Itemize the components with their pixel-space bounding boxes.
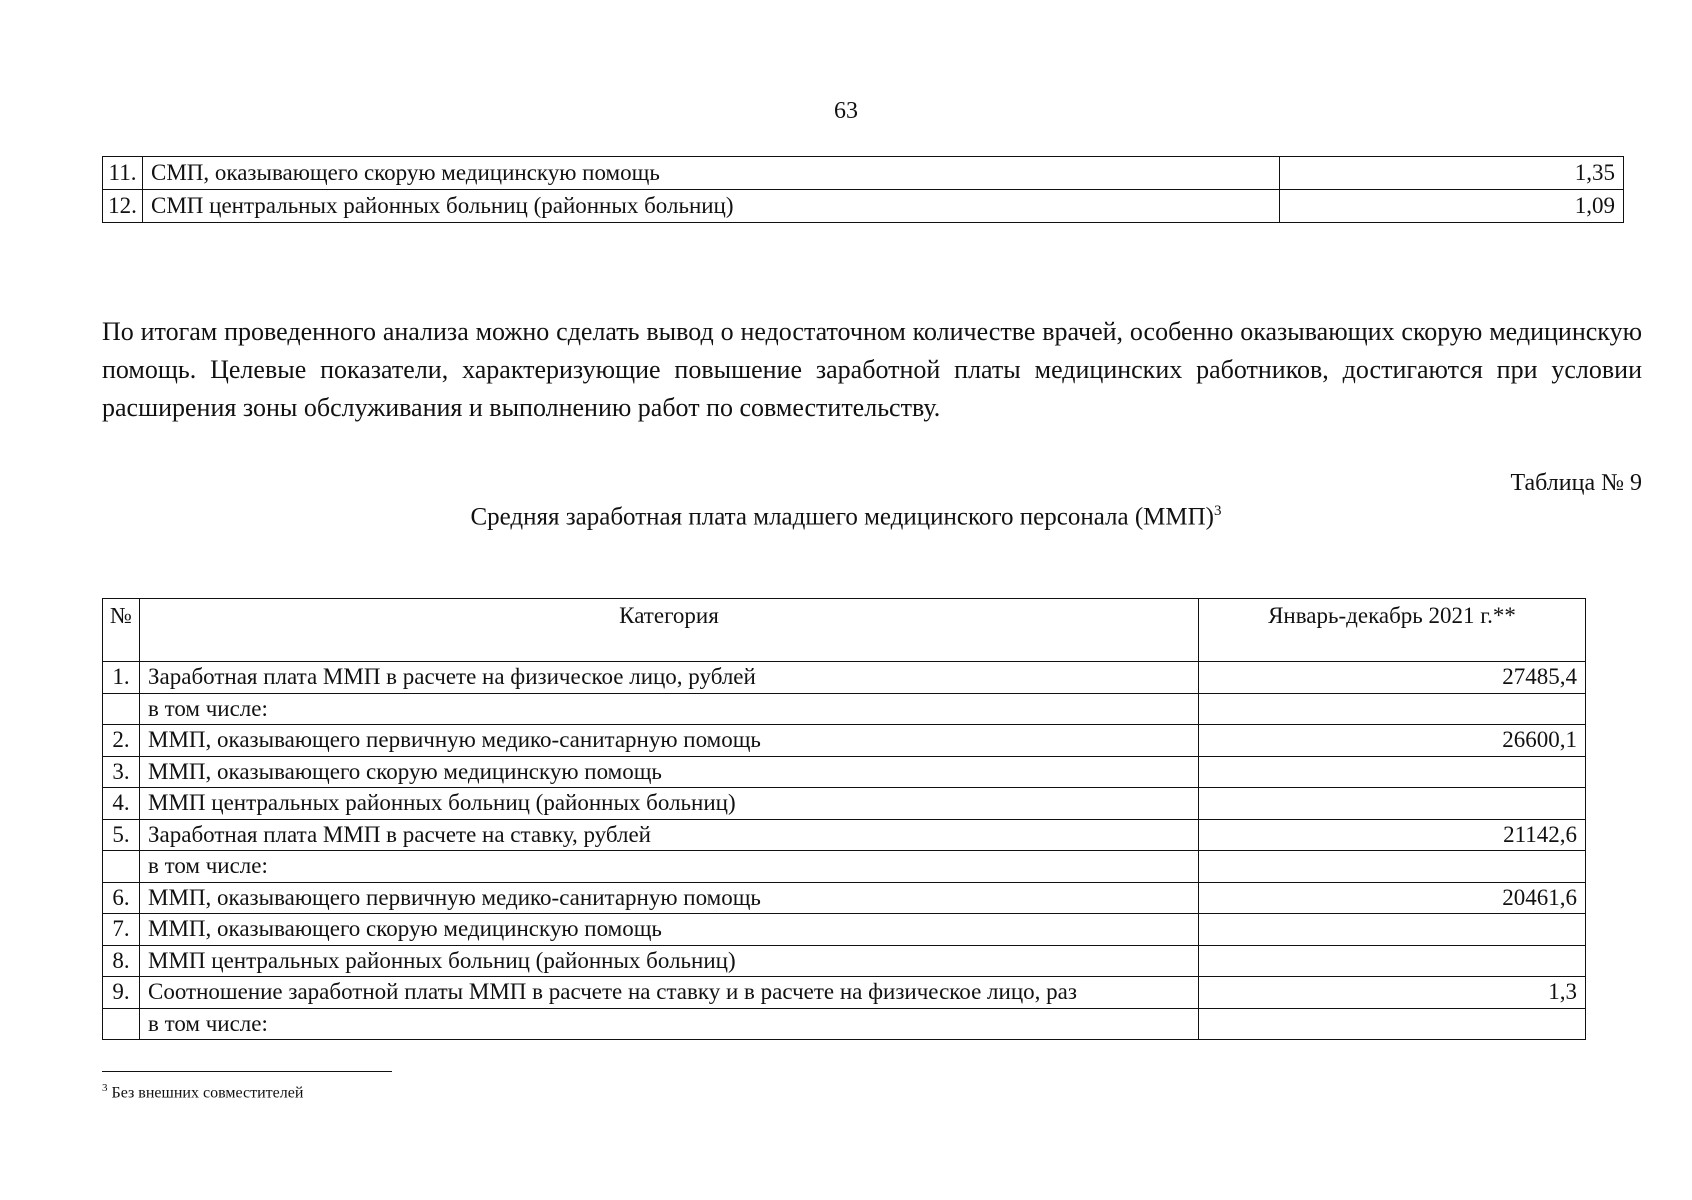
analysis-paragraph: По итогам проведенного анализа можно сделать вывод о недостаточном количестве врачей, особенно оказывающих скорую медицинскую помощь. Целевые показатели, характеризующие повышение заработной платы медицинских работников, достигаются при условии расширения зоны обслуживания и выполнению работ по совместительству.: [102, 317, 1642, 422]
row-value: 27485,4: [1199, 662, 1586, 694]
table-row: [103, 914, 1586, 946]
row-value: [1199, 756, 1586, 788]
row-value: 21142,6: [1199, 819, 1586, 851]
row-value: [1199, 693, 1586, 725]
footnote-number: 3: [102, 1082, 108, 1094]
header-period: Январь-декабрь 2021 г.**: [1199, 599, 1586, 662]
table-row: [103, 756, 1586, 788]
header-category: Категория: [140, 599, 1199, 662]
header-number: №: [103, 599, 140, 662]
row-category: ММП центральных районных больниц (районных больниц): [140, 788, 1199, 820]
table-title: [0, 503, 1692, 531]
table-row: [103, 725, 1586, 757]
row-number: 5.: [103, 819, 140, 851]
row-category: в том числе:: [140, 1008, 1199, 1040]
table-row: [103, 882, 1586, 914]
row-category: Заработная плата ММП в расчете на физическое лицо, рублей: [140, 662, 1199, 694]
row-number: 8.: [103, 945, 140, 977]
table-row: [103, 788, 1586, 820]
table-row: [103, 851, 1586, 883]
row-value: [1199, 914, 1586, 946]
row-number: 11.: [103, 157, 143, 190]
table-title-text: Средняя заработная плата младшего медицинского персонала (ММП): [470, 503, 1215, 531]
top-table-fragment: [102, 156, 1624, 223]
row-category: СМП, оказывающего скорую медицинскую помощь: [143, 157, 1280, 190]
row-value: [1199, 1008, 1586, 1040]
row-number: 12.: [103, 190, 143, 223]
footnote-text: Без внешних совместителей: [111, 1084, 304, 1102]
row-value: 1,3: [1199, 977, 1586, 1009]
row-number: 2.: [103, 725, 140, 757]
row-number: 4.: [103, 788, 140, 820]
row-number: 9.: [103, 977, 140, 1009]
row-category: в том числе:: [140, 693, 1199, 725]
row-category: Заработная плата ММП в расчете на ставку, рублей: [140, 819, 1199, 851]
footnote-mark: 3: [1214, 503, 1222, 519]
row-number: [103, 1008, 140, 1040]
table-row: [103, 977, 1586, 1009]
row-number: [103, 693, 140, 725]
row-category: ММП, оказывающего первичную медико-санитарную помощь: [140, 882, 1199, 914]
row-value: [1199, 945, 1586, 977]
row-category: ММП, оказывающего скорую медицинскую помощь: [140, 914, 1199, 946]
salary-table: [102, 598, 1586, 1040]
table-row: [103, 157, 1624, 190]
table-row: [103, 819, 1586, 851]
row-number: 3.: [103, 756, 140, 788]
row-category: ММП центральных районных больниц (районных больниц): [140, 945, 1199, 977]
row-value: 1,09: [1280, 190, 1624, 223]
row-category: Соотношение заработной платы ММП в расчете на ставку и в расчете на физическое лицо, раз: [140, 977, 1199, 1009]
table-row: [103, 190, 1624, 223]
row-category: ММП, оказывающего первичную медико-санитарную помощь: [140, 725, 1199, 757]
row-value: [1199, 788, 1586, 820]
table-row: [103, 1008, 1586, 1040]
row-category: в том числе:: [140, 851, 1199, 883]
row-number: [103, 851, 140, 883]
table-row: [103, 693, 1586, 725]
row-category: СМП центральных районных больниц (районных больниц): [143, 190, 1280, 223]
row-number: 7.: [103, 914, 140, 946]
row-value: [1199, 851, 1586, 883]
row-number: 6.: [103, 882, 140, 914]
table-row: [103, 945, 1586, 977]
row-value: 20461,6: [1199, 882, 1586, 914]
table-header-row: [103, 599, 1586, 662]
page-number: 63: [834, 98, 858, 124]
row-value: 1,35: [1280, 157, 1624, 190]
row-value: 26600,1: [1199, 725, 1586, 757]
table-row: [103, 662, 1586, 694]
row-category: ММП, оказывающего скорую медицинскую помощь: [140, 756, 1199, 788]
table-label: Таблица № 9: [1510, 470, 1642, 496]
row-number: 1.: [103, 662, 140, 694]
footnote: [102, 1082, 303, 1102]
footnote-divider: [102, 1071, 392, 1072]
